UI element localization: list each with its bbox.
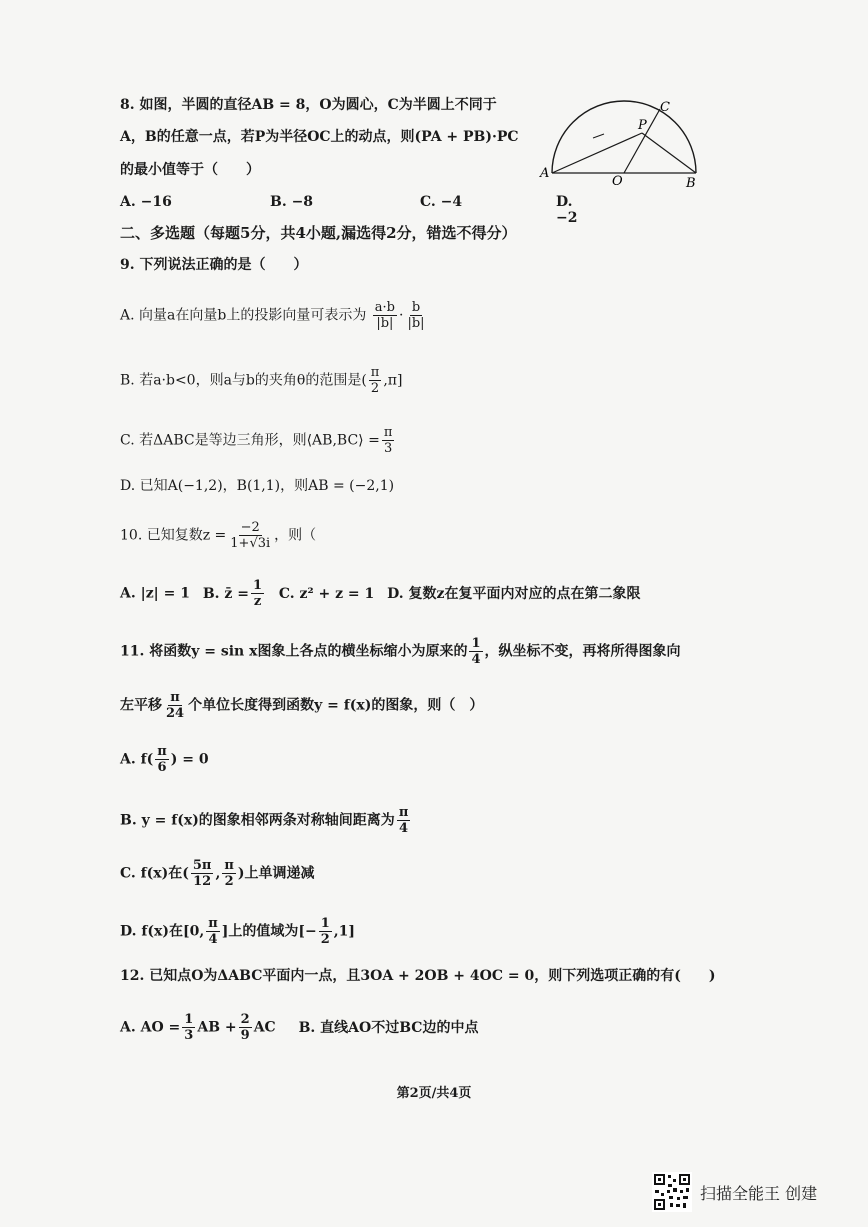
- q9-option-b: B. 若a·b<0，则a与b的夹角θ的范围是( $\frac{\pi}{2}$ ,π]: [120, 365, 403, 396]
- q8-option-d: D. −2: [556, 194, 578, 226]
- fig-label-a: A: [540, 166, 550, 181]
- q8-line1: 8. 如图，半圆的直径AB = 8，O为圆心，C为半圆上不同于: [120, 97, 497, 113]
- semicircle-figure: [538, 95, 708, 190]
- q10-options: A. |z| = 1 B. z̄ = $\frac{1}{z}$ C. z² + z = 1 D. 复数z在复平面内对应的点在第二象限: [120, 578, 641, 609]
- q9-option-d: D. 已知A(−1,2)，B(1,1)，则AB = (−2,1): [120, 478, 395, 494]
- scanner-watermark: 扫描全能王 创建: [700, 1184, 818, 1203]
- q8-options: [120, 194, 578, 226]
- qr-code-icon: [652, 1172, 692, 1212]
- q9-a-fraction-2: $\frac{b}{|b|}$: [407, 300, 425, 331]
- q11-option-c: C. f(x)在( $\frac{5\pi}{12}$ , $\frac{\pi}{2}$ )上单调递减: [120, 858, 315, 889]
- fig-label-c: C: [660, 100, 670, 115]
- q8-option-c: C. −4: [420, 194, 463, 210]
- fig-label-p: P: [638, 118, 647, 133]
- q11-line2: 左平移 $\frac{\pi}{24}$ 个单位长度得到函数y = f(x)的图象，则（ ）: [120, 690, 484, 721]
- q11-option-a: A. f( $\frac{\pi}{6}$ ) = 0: [120, 744, 209, 775]
- q10-stem: 10. 已知复数z = $\frac{-2}{1+√3i}$ ，则（: [120, 520, 317, 551]
- q9-stem: 9. 下列说法正确的是（ ）: [120, 257, 308, 273]
- q11-option-d: D. f(x)在[0, $\frac{\pi}{4}$ ]上的值域为[− $\frac{1}{2}$ ,1]: [120, 916, 356, 947]
- q8-line2: A，B的任意一点，若P为半径OC上的动点，则(PA + PB)·PC: [120, 129, 519, 145]
- section-multi-choice: 二、多选题（每题5分，共4小题,漏选得2分，错选不得分）: [120, 224, 517, 242]
- q8-line3: 的最小值等于（ ）: [120, 162, 260, 178]
- q12-options: A. AO = $\frac{1}{3}$ AB + $\frac{2}{9}$ AC B. 直线AO不过BC边的中点: [120, 1012, 479, 1043]
- fig-label-o: O: [612, 174, 623, 189]
- q8-option-b: B. −8: [270, 194, 314, 210]
- fig-label-b: B: [686, 176, 696, 190]
- q8-option-a: A. −16: [120, 194, 172, 210]
- q11-line1: 11. 将函数y = sin x图象上各点的横坐标缩小为原来的 $\frac{1}{4}$ ，纵坐标不变，再将所得图象向: [120, 636, 681, 667]
- q12-stem: 12. 已知点O为ΔABC平面内一点，且3OA + 2OB + 4OC = 0，则下列选项正确的有( ): [120, 968, 716, 984]
- q9-option-a: A. 向量a在向量b上的投影向量可表示为 $\frac{a\cdot b}{|b|}$ · $\frac{b}{|b|}$: [120, 300, 425, 331]
- q11-option-b: B. y = f(x)的图象相邻两条对称轴间距离为 $\frac{\pi}{4}$: [120, 805, 409, 836]
- q9-option-c: C. 若ΔABC是等边三角形，则⟨AB,BC⟩ = $\frac{\pi}{3}$: [120, 425, 393, 456]
- q9-a-fraction-1: $\frac{a\cdot b}{|b|}$: [374, 300, 395, 331]
- page-number: 第2页/共4页: [396, 1086, 472, 1101]
